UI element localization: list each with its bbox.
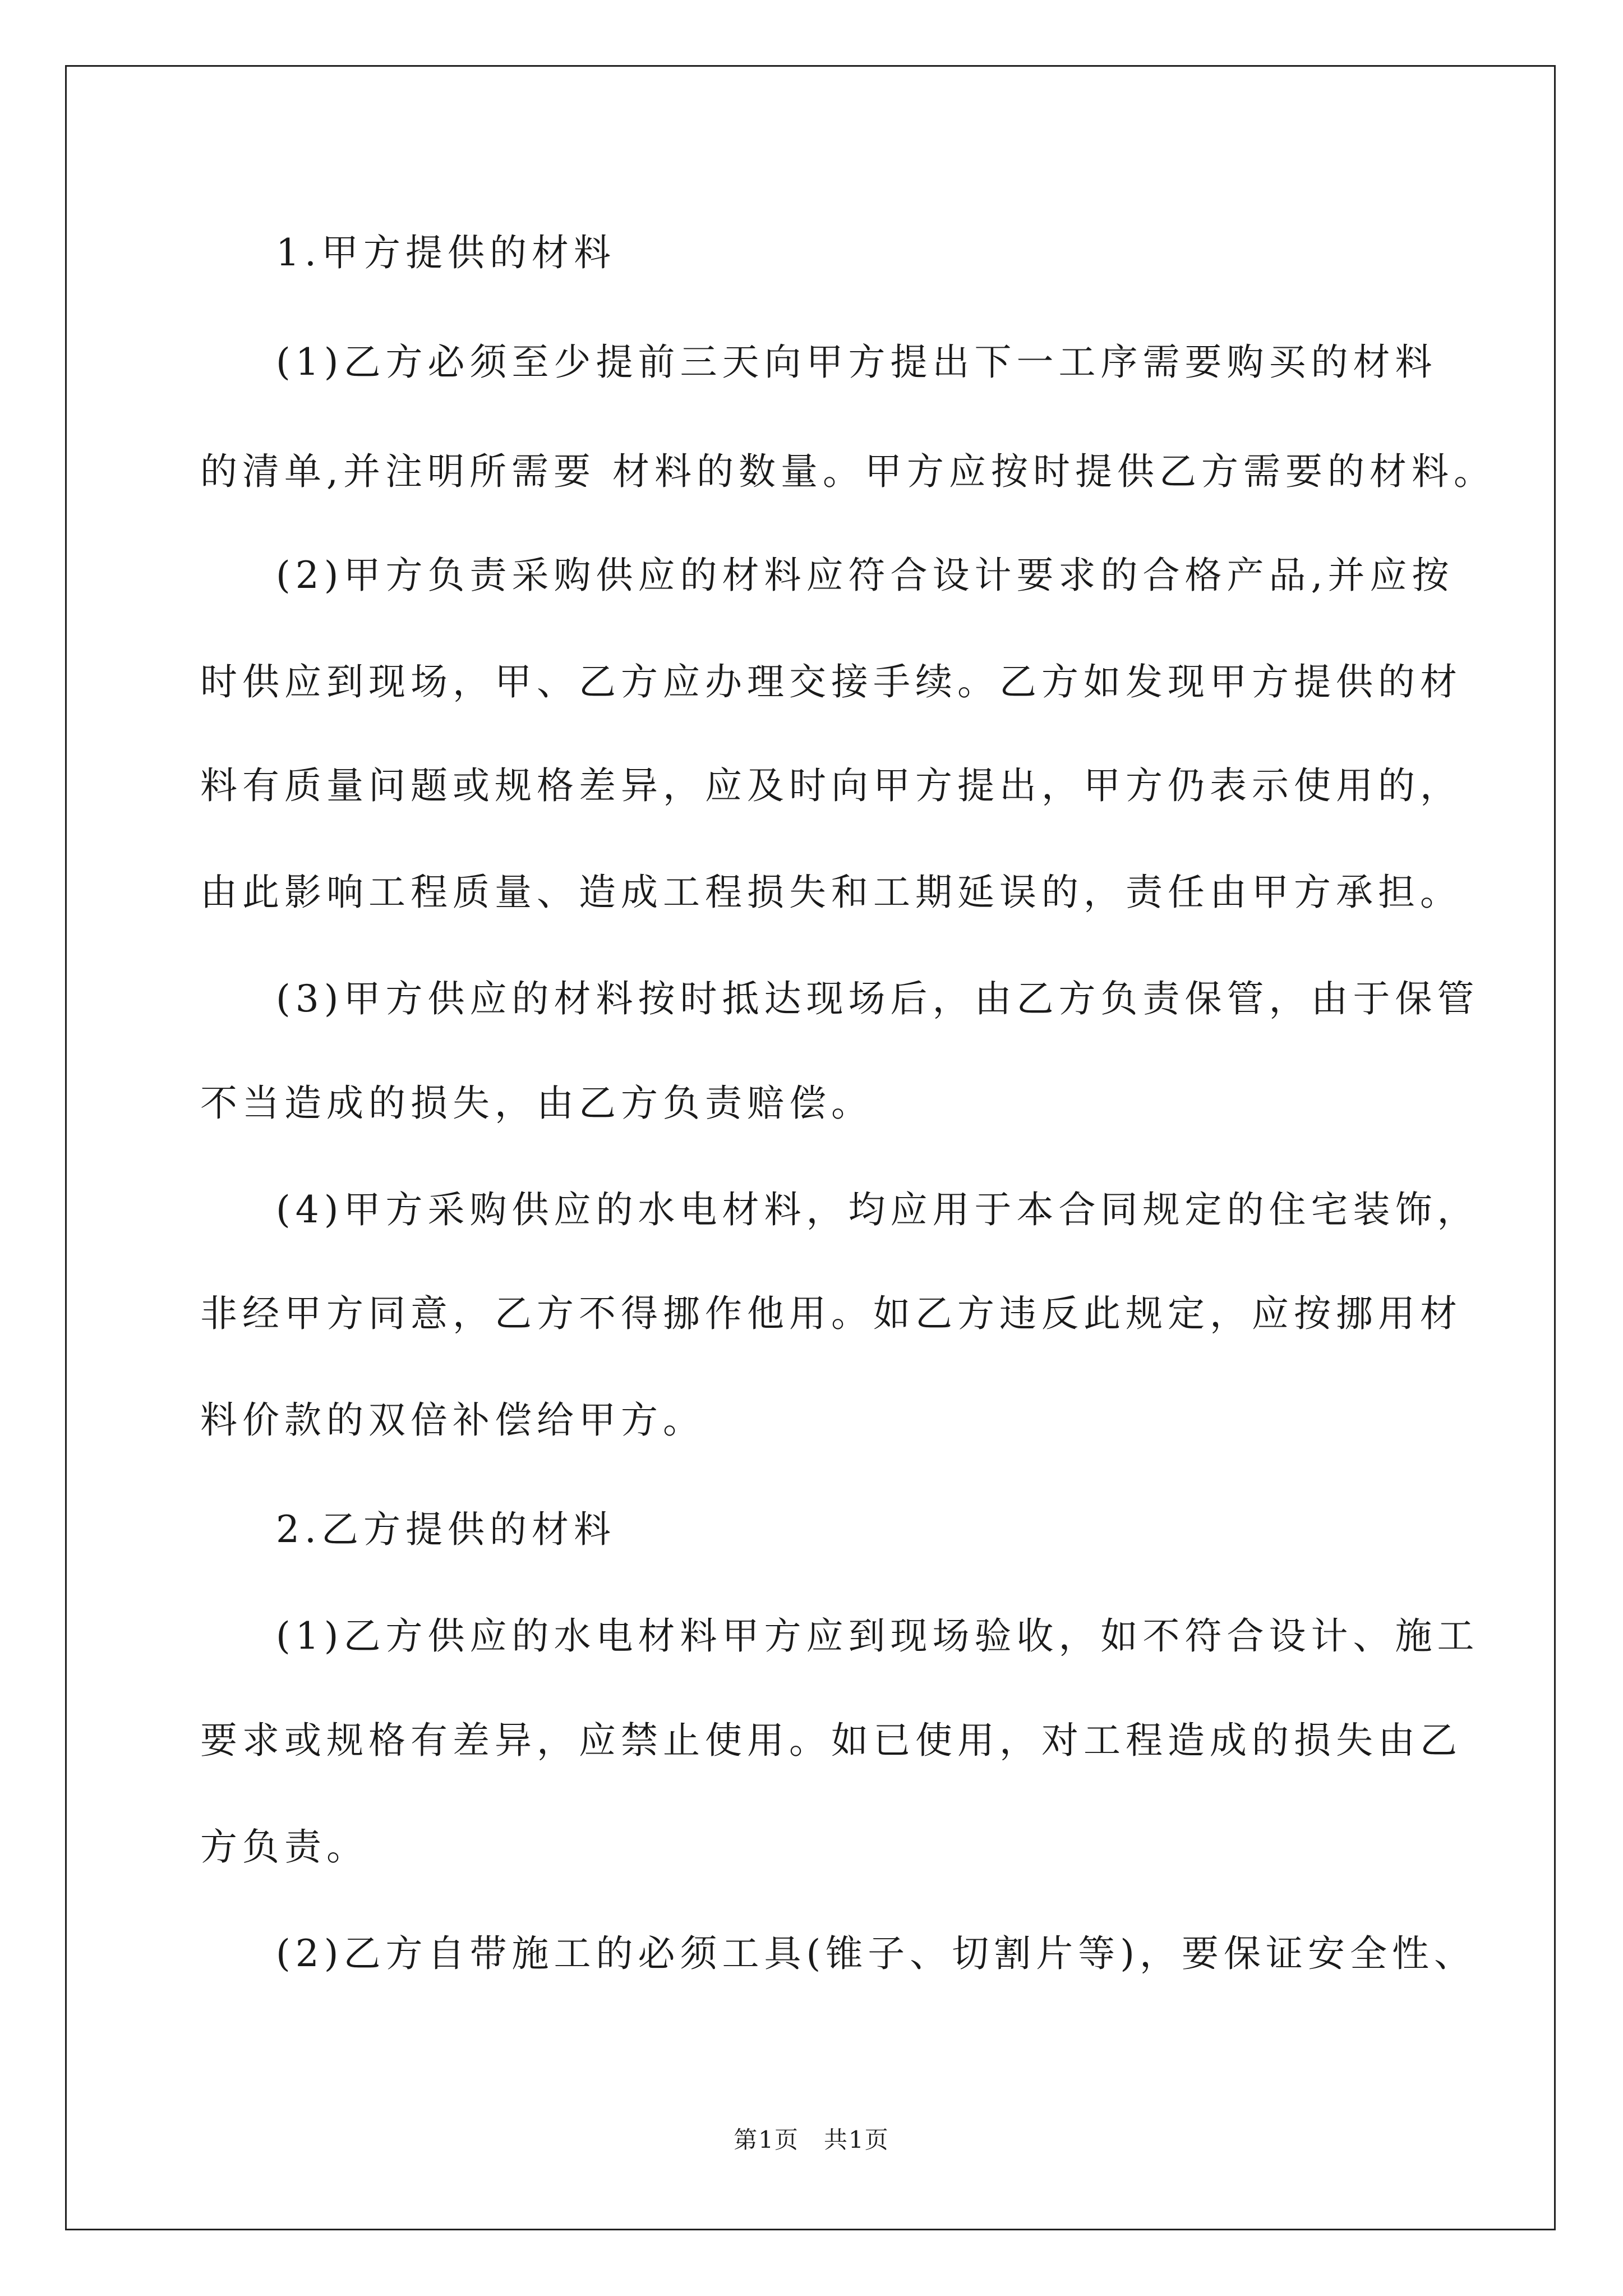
paragraph-line: 非经甲方同意，乙方不得挪作他用。如乙方违反此规定，应按挪用材	[200, 1292, 1462, 1335]
paragraph-line: 时供应到现场，甲、乙方应办理交接手续。乙方如发现甲方提供的材	[200, 660, 1462, 703]
paragraph-line: (2)乙方自带施工的必须工具(锥子、切割片等)，要保证安全性、	[276, 1932, 1476, 1975]
paragraph-line: (4)甲方采购供应的水电材料，均应用于本合同规定的住宅装饰，	[276, 1188, 1479, 1231]
paragraph-line: (3)甲方供应的材料按时抵达现场后，由乙方负责保管，由于保管	[276, 977, 1479, 1020]
paragraph-line: 由此影响工程质量、造成工程损失和工期延误的，责任由甲方承担。	[200, 871, 1462, 914]
paragraph-line: 料价款的双倍补偿给甲方。	[200, 1398, 705, 1442]
paragraph-line: 料有质量问题或规格差异，应及时向甲方提出，甲方仍表示使用的，	[200, 764, 1462, 807]
section-heading: 2.乙方提供的材料	[276, 1508, 616, 1551]
section-heading: 1.甲方提供的材料	[276, 231, 616, 274]
paragraph-line: 的清单,并注明所需要 材料的数量。甲方应按时提供乙方需要的材料。	[200, 450, 1496, 493]
paragraph-line: 要求或规格有差异，应禁止使用。如已使用，对工程造成的损失由乙	[200, 1719, 1462, 1762]
paragraph-line: (1)乙方必须至少提前三天向甲方提出下一工序需要购买的材料	[276, 341, 1437, 384]
paragraph-line: 方负责。	[200, 1825, 368, 1869]
paragraph-line: 不当造成的损失，由乙方负责赔偿。	[200, 1082, 873, 1125]
page-footer: 第1页 共1页	[734, 2126, 889, 2154]
paragraph-line: (2)甲方负责采购供应的材料应符合设计要求的合格产品,并应按	[276, 554, 1454, 597]
paragraph-line: (1)乙方供应的水电材料甲方应到现场验收，如不符合设计、施工	[276, 1614, 1479, 1658]
